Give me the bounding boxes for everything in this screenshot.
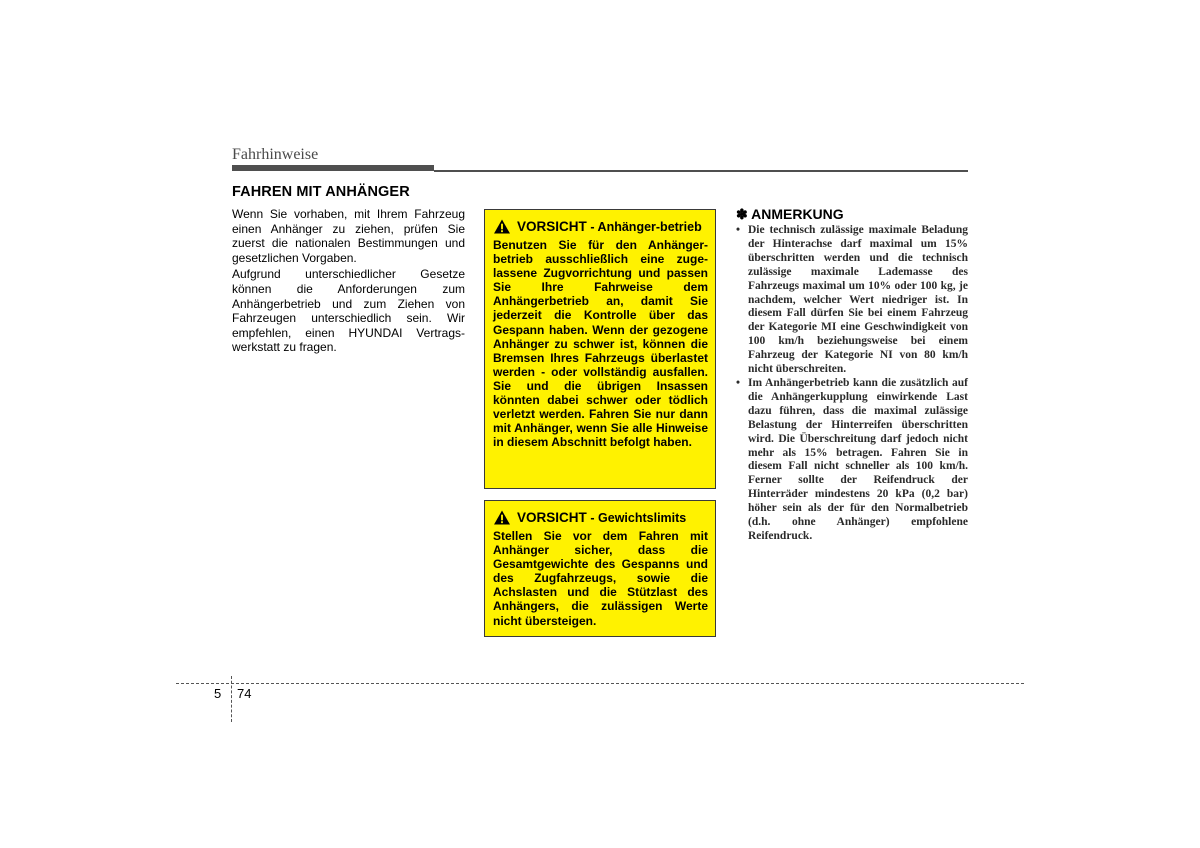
page-heading: FAHREN MIT ANHÄNGER [232,184,410,200]
warning-header [493,219,708,235]
intro-paragraph: Wenn Sie vorhaben, mit Ihrem Fahrzeug einen Anhänger zu ziehen, prüfen Sie zuerst die nationalen Bestimmungen und gesetzlichen Vorgaben. [232,207,465,265]
footer-vertical-divider [231,676,232,722]
warning-label: VORSICHT [517,510,587,525]
note-item-text: Im Anhängerbetrieb kann die zusätzlich auf die Anhängerkupplung einwirkende Last dazu führen, dass die maximal zulässige Belastung der Hinterreifen überschritten wird. Die Überschreitung darf jedoch nicht mehr als 15% betragen. Fahren Sie in diesem Fall nicht schneller als 100 km/h. Ferner sollte der Reifendruck der Hinterräder mindestens 20 kPa (0,2 bar) höher sein als der für den Normalbetrieb (d.h. ohne Anhänger) empfohlene Reifendruck. [748,376,968,542]
warning-body: Stellen Sie vor dem Fahren mit Anhänger sicher, dass die Gesamtgewichte des Gespanns und des Zugfahrzeugs, sowie die Achslasten und die Stützlast des Anhängers, die zulässigen Werte nicht übersteigen. [493,529,708,628]
footer-divider [176,683,1024,684]
note-asterisk-icon: ✽ [736,206,748,222]
chapter-number: 5 [214,686,222,701]
warning-body: Benutzen Sie für den Anhänger-betrieb ausschließlich eine zuge-lassene Zugvorrichtung und passen Sie Ihre Fahrweise dem Anhängerbetrieb an, damit Sie jederzeit die Kontrolle über das Gespann haben. Wenn der gezogene Anhänger zu schwer ist, können die Bremsen Ihres Fahrzeugs überlastet werden - oder vollständig ausfallen. Sie und die übrigen Insassen könnten dabei schwer oder tödlich verletzt werden. Fahren Sie nur dann mit Anhänger, wenn Sie alle Hinweise in diesem Abschnitt befolgt haben. [493,238,708,450]
bullet-icon: • [736,224,741,236]
warning-header [493,510,708,526]
warning-title: - Anhänger-betrieb [590,220,702,234]
note-item [736,377,968,544]
note-heading-label: ANMERKUNG [751,206,844,222]
note-list [736,224,968,544]
bullet-icon: • [736,376,741,389]
left-column [232,184,465,357]
warning-triangle-icon [493,510,511,525]
note-item-text: Die technisch zulässige maximale Beladung der Hinterachse darf maximal um 15% überschritten werden und die technisch zulässige maximale Lademasse des Fahrzeugs maximal um 10% oder 100 kg, je nachdem, welcher Wert niedriger ist. In diesem Fall dürfen Sie bei einem Fahrzeug der Kategorie MI eine Geschwindigkeit von 100 km/h beziehungsweise bei einem Fahrzeug der Kategorie NI von 80 km/h nicht überschreiten. [748,224,968,376]
note-column [736,206,968,544]
header-rule-thick [232,165,434,171]
section-title: Fahrhinweise [232,146,319,163]
warning-box-weight-limits [484,500,716,637]
warning-triangle-icon [493,219,511,234]
page-number: 74 [237,686,252,701]
warning-title: - Gewichtslimits [590,511,687,525]
warning-label: VORSICHT [517,219,587,234]
note-heading [736,206,968,223]
note-item [736,224,968,377]
warning-box-trailer [484,209,716,489]
section-header [232,146,968,176]
law-paragraph: Aufgrund unterschiedlicher Gesetze können die Anforderungen zum Anhängerbetrieb und zum Ziehen von Fahrzeugen unterschiedlich sein. Wir empfehlen, einen HYUNDAI Vertrags-werkstatt zu fragen. [232,267,465,355]
header-rule-thin [434,170,968,172]
